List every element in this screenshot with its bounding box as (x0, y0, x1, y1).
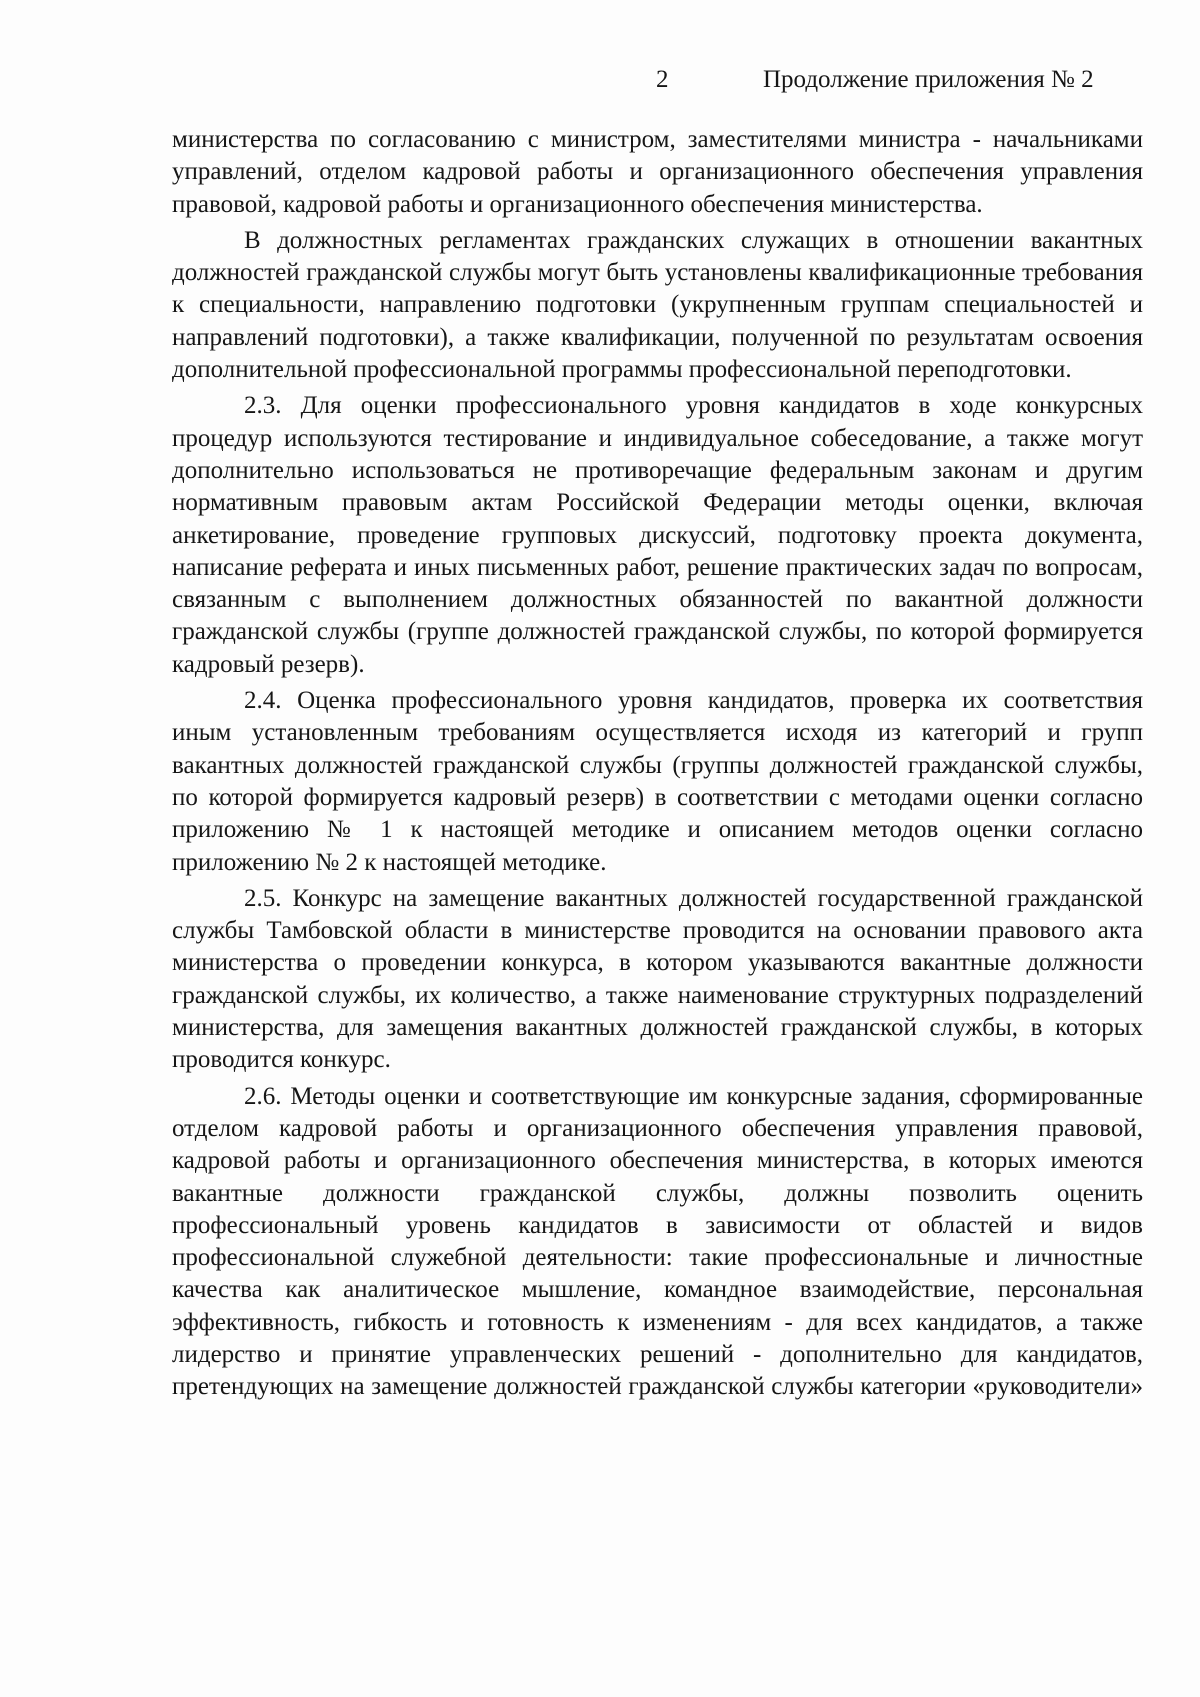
paragraph-2-4: 2.4. Оценка профессионального уровня кандидатов, проверка их соответствия иным установленным требованиям осуществляется исходя из категорий и групп вакантных должностей гражданской службы (группы должностей гражданской службы, по которой формируется кадровый резерв) в соответствии с методами оценки согласно приложению № 1 к настоящей методике и описанием методов оценки согласно приложению № 2 к настоящей методике. (172, 687, 1143, 876)
page-number: 2 (656, 66, 669, 93)
appendix-continuation-label: Продолжение приложения № 2 (763, 66, 1094, 93)
paragraph-2-5: 2.5. Конкурс на замещение вакантных должностей государственной гражданской службы Тамбовской области в министерстве проводится на основании правового акта министерства о проведении конкурса, в котором указываются вакантные должности гражданской службы, их количество, а также наименование структурных подразделений министерства, для замещения вакантных должностей гражданской службы, в которых проводится конкурс. (172, 884, 1143, 1074)
document-body (172, 124, 1143, 1408)
paragraph-ministry-coordination: министерства по согласованию с министром, заместителями министра - начальниками управлений, отделом кадровой работы и организационного обеспечения управления правовой, кадровой работы и организационного обеспечения министерства. (172, 126, 1143, 218)
paragraph-qualification-requirements: В должностных регламентах гражданских служащих в отношении вакантных должностей гражданской службы могут быть установлены квалификационные требования к специальности, направлению подготовки (укрупненным группам специальностей и направлений подготовки), а также квалификации, полученной по результатам освоения дополнительной профессиональной программы профессиональной переподготовки. (172, 226, 1143, 384)
page-header (0, 60, 1200, 100)
paragraph-2-3: 2.3. Для оценки профессионального уровня кандидатов в ходе конкурсных процедур используются тестирование и индивидуальное собеседование, а также могут дополнительно использоваться не противоречащие федеральным законам и другим нормативным правовым актам Российской Федерации методы оценки, включая анкетирование, проведение групповых дискуссий, подготовку проекта документа, написание реферата и иных письменных работ, решение практических задач по вопросам, связанным с выполнением должностных обязанностей по вакантной должности гражданской службы (группе должностей гражданской службы, по которой формируется кадровый резерв). (172, 392, 1143, 678)
paragraph-2-6: 2.6. Методы оценки и соответствующие им конкурсные задания, сформированные отделом кадровой работы и организационного обеспечения управления правовой, кадровой работы и организационного обеспечения министерства, в которых имеются вакантные должности гражданской службы, должны позволить оценить профессиональный уровень кандидатов в зависимости от областей и видов профессиональной служебной деятельности: такие профессиональные и личностные качества как аналитическое мышление, командное взаимодействие, персональная эффективность, гибкость и готовность к изменениям - для всех кандидатов, а также лидерство и принятие управленческих решений - дополнительно для кандидатов, претендующих на замещение должностей гражданской службы категории «руководители» (172, 1082, 1143, 1401)
